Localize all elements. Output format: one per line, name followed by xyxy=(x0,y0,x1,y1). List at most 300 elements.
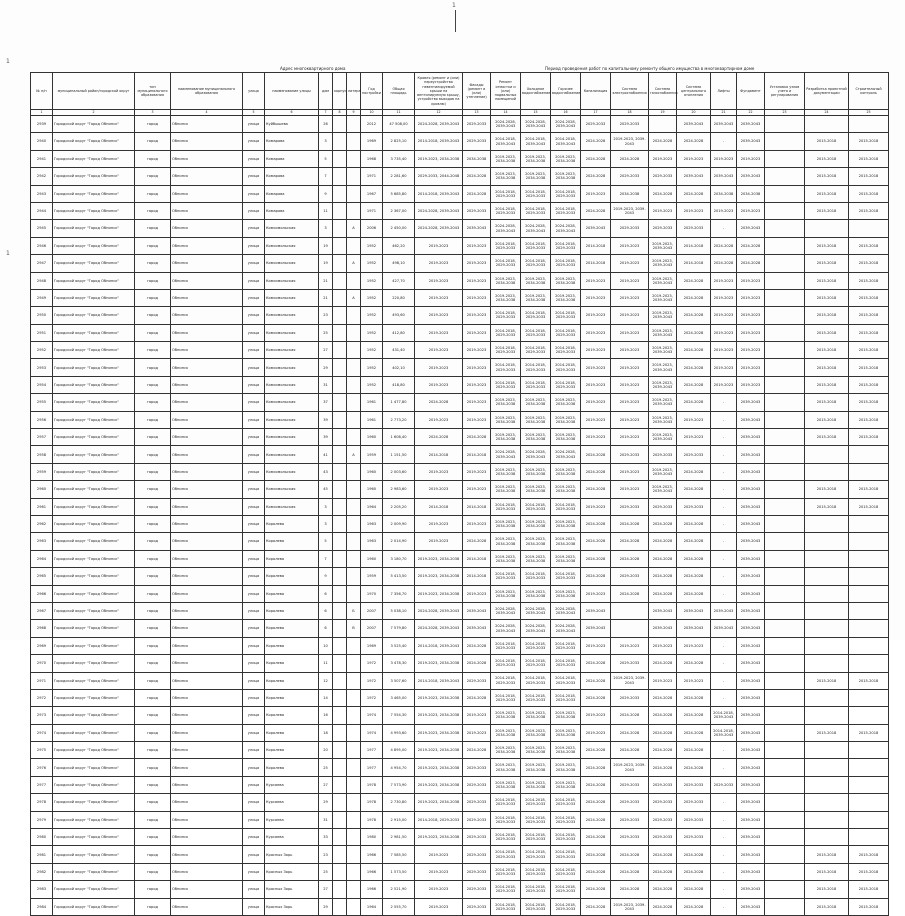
table-cell: 2014-2018, 2029-2033 xyxy=(491,637,521,654)
page-mark-left: 1 xyxy=(6,58,10,65)
table-cell: 2019-2023, 2034-2038 xyxy=(415,707,463,724)
table-cell xyxy=(333,672,347,689)
table-cell: Комсомольская xyxy=(265,307,319,324)
table-cell: 2019-2023, 2039-2043 xyxy=(649,237,677,254)
table-cell: 2029-2033 xyxy=(463,794,491,811)
table-cell xyxy=(333,202,347,219)
table-cell xyxy=(333,255,347,272)
column-number: 14 xyxy=(491,110,521,116)
table-cell: город xyxy=(135,846,171,863)
table-cell xyxy=(347,863,361,880)
table-cell: 2019-2023 xyxy=(463,585,491,602)
table-cell: город xyxy=(135,689,171,706)
table-cell: 2014-2018, 2029-2033 xyxy=(551,863,581,880)
table-cell xyxy=(333,689,347,706)
table-cell: 2024-2028 xyxy=(463,655,491,672)
table-cell: 2977 xyxy=(31,776,53,793)
table-cell: улица xyxy=(243,724,265,741)
table-cell: 2019-2023 xyxy=(677,429,711,446)
table-cell: 2019-2023 xyxy=(737,342,765,359)
table-cell: 2 825,10 xyxy=(383,133,415,150)
table-cell: 2024-2028 xyxy=(463,185,491,202)
table-cell: 2029-2033 xyxy=(677,446,711,463)
table-cell: 2019-2023, 2034-2038 xyxy=(521,742,551,759)
table-cell: 2039-2043 xyxy=(737,846,765,863)
table-cell: 2039-2043 xyxy=(737,602,765,619)
table-cell: 43 xyxy=(319,463,333,480)
table-cell: 2029-2033 xyxy=(611,446,649,463)
table-cell xyxy=(333,620,347,637)
table-cell: город xyxy=(135,150,171,167)
table-cell: 2015-2018 xyxy=(805,846,849,863)
table-cell xyxy=(805,637,849,654)
table-cell: 2983 xyxy=(31,881,53,898)
table-row xyxy=(31,759,889,776)
table-row xyxy=(31,846,889,863)
table-cell xyxy=(849,776,889,793)
table-cell: Городской округ "Город Обнинск" xyxy=(53,620,135,637)
table-cell: 2019-2023, 2034-2038 xyxy=(491,150,521,167)
table-cell: 2 915,00 xyxy=(383,811,415,828)
table-cell: 1968 xyxy=(361,150,383,167)
table-cell: 2024-2028 xyxy=(581,568,611,585)
table-cell: Обнинск xyxy=(171,446,243,463)
table-cell: 2019-2023 xyxy=(463,289,491,306)
table-cell: 2039-2043 xyxy=(737,742,765,759)
table-cell: 2039-2043 xyxy=(737,463,765,480)
table-cell: 2024-2028, 2039-2043 xyxy=(491,602,521,619)
table-cell: 2014-2018, 2029-2033 xyxy=(551,568,581,585)
table-cell xyxy=(333,324,347,341)
table-cell: 2015-2018 xyxy=(805,307,849,324)
table-cell xyxy=(765,359,805,376)
table-cell xyxy=(765,237,805,254)
table-cell: 2015-2018 xyxy=(805,481,849,498)
table-cell: 2024-2028 xyxy=(649,724,677,741)
table-cell: 2039-2043 xyxy=(737,446,765,463)
table-cell: 2024-2028 xyxy=(611,846,649,863)
table-cell: 2015-2018 xyxy=(805,498,849,515)
table-cell: 2029-2033 xyxy=(463,811,491,828)
table-cell: 2019-2023 xyxy=(611,272,649,289)
table-cell: 7 579,80 xyxy=(383,620,415,637)
table-cell: 2019-2023, 2034-2038 xyxy=(491,394,521,411)
table-cell: 2039-2043 xyxy=(581,620,611,637)
table-cell: 2039-2043 xyxy=(737,689,765,706)
table-cell: 2019-2023 xyxy=(611,324,649,341)
table-cell: 2015-2018 xyxy=(849,724,889,741)
table-cell xyxy=(347,533,361,550)
table-cell: 2019-2023 xyxy=(737,272,765,289)
table-cell: - xyxy=(711,794,737,811)
table-cell: 2019-2023 xyxy=(711,324,737,341)
table-cell: 2024-2028 xyxy=(649,185,677,202)
table-cell: 2029-2033 xyxy=(649,446,677,463)
table-cell: 3 180,70 xyxy=(383,550,415,567)
table-cell: 7 xyxy=(319,168,333,185)
table-cell: 9 xyxy=(319,568,333,585)
table-cell: 6 xyxy=(319,602,333,619)
table-cell xyxy=(333,411,347,428)
table-cell: 2019-2023, 2034-2038 xyxy=(551,759,581,776)
table-cell: 2024-2028 xyxy=(611,707,649,724)
table-cell: Королева xyxy=(265,637,319,654)
table-cell: 2014-2018, 2029-2033 xyxy=(491,202,521,219)
table-cell xyxy=(765,307,805,324)
table-cell: Королева xyxy=(265,568,319,585)
table-cell: 2039-2043 xyxy=(737,394,765,411)
table-cell: - xyxy=(711,811,737,828)
table-cell: Городской округ "Город Обнинск" xyxy=(53,637,135,654)
table-cell: 2015-2018 xyxy=(805,881,849,898)
table-cell: 2019-2023, 2034-2038 xyxy=(415,724,463,741)
table-cell: 2014-2018, 2039-2043 xyxy=(415,637,463,654)
table-cell: 2029-2033 xyxy=(649,498,677,515)
table-cell: 2019-2023, 2034-2038 xyxy=(551,533,581,550)
table-cell: 2014-2018, 2029-2033 xyxy=(521,829,551,846)
column-header: № п/п xyxy=(31,73,53,110)
table-cell: 2014-2018, 2029-2033 xyxy=(551,881,581,898)
table-cell: 1952 xyxy=(361,359,383,376)
table-row xyxy=(31,776,889,793)
table-cell: Обнинск xyxy=(171,498,243,515)
table-cell: 2015-2018 xyxy=(849,846,889,863)
table-cell: 2014-2018 xyxy=(463,498,491,515)
table-cell: 2014-2018, 2029-2033 xyxy=(491,898,521,915)
table-cell: - xyxy=(711,446,737,463)
table-cell: 2015-2018 xyxy=(805,255,849,272)
table-cell: 2019-2023, 2034-2038 xyxy=(491,272,521,289)
table-cell xyxy=(333,481,347,498)
table-cell: 2019-2023 xyxy=(711,359,737,376)
table-cell: 11 xyxy=(319,202,333,219)
table-cell: 2015-2018 xyxy=(849,168,889,185)
table-cell: улица xyxy=(243,481,265,498)
table-cell: 2019-2023 xyxy=(463,324,491,341)
table-cell: город xyxy=(135,202,171,219)
table-cell: 2024-2028 xyxy=(581,829,611,846)
table-cell: 2019-2023 xyxy=(581,637,611,654)
table-cell: улица xyxy=(243,794,265,811)
table-cell xyxy=(333,220,347,237)
table-cell: 2019-2023 xyxy=(463,707,491,724)
table-cell: улица xyxy=(243,307,265,324)
table-cell: 2024-2028 xyxy=(677,185,711,202)
table-cell: 2024-2028 xyxy=(581,776,611,793)
table-cell: 2014-2018, 2029-2033 xyxy=(551,672,581,689)
table-cell: 2019-2023 xyxy=(415,533,463,550)
table-cell: Обнинск xyxy=(171,376,243,393)
table-cell: 2019-2023 xyxy=(463,272,491,289)
table-cell xyxy=(333,881,347,898)
table-cell xyxy=(765,498,805,515)
table-cell: 2039-2043 xyxy=(737,585,765,602)
table-cell: 4 895,00 xyxy=(383,742,415,759)
table-cell: 2019-2023, 2039-2043 xyxy=(649,255,677,272)
table-cell: 2019-2023, 2034-2038 xyxy=(521,550,551,567)
table-cell: 19 xyxy=(319,255,333,272)
table-cell: 2019-2023 xyxy=(463,411,491,428)
table-cell: 2029-2033 xyxy=(649,776,677,793)
table-cell: Обнинск xyxy=(171,429,243,446)
table-cell xyxy=(805,602,849,619)
table-cell xyxy=(333,237,347,254)
table-cell: 2015-2018 xyxy=(849,481,889,498)
table-cell: - xyxy=(711,550,737,567)
table-cell: 3 465,00 xyxy=(383,689,415,706)
table-cell: 2019-2023 xyxy=(415,463,463,480)
table-row xyxy=(31,237,889,254)
table-cell: 2014-2018, 2029-2033 xyxy=(491,255,521,272)
table-cell: Городской округ "Город Обнинск" xyxy=(53,707,135,724)
table-cell: 2015-2018 xyxy=(805,342,849,359)
table-cell: 2039-2043 xyxy=(737,759,765,776)
table-cell: 2029-2033 xyxy=(463,759,491,776)
table-cell: Городской округ "Город Обнинск" xyxy=(53,411,135,428)
table-cell: 3 xyxy=(319,498,333,515)
table-cell: город xyxy=(135,898,171,915)
table-cell: 2024-2028, 2039-2043 xyxy=(415,116,463,133)
table-cell: 2948 xyxy=(31,272,53,289)
table-cell: 5 xyxy=(319,533,333,550)
table-cell: город xyxy=(135,255,171,272)
table-cell: город xyxy=(135,655,171,672)
table-cell: 2015-2018 xyxy=(805,168,849,185)
table-cell: 2019-2023 xyxy=(611,463,649,480)
table-cell xyxy=(765,185,805,202)
table-cell xyxy=(333,307,347,324)
table-cell: 2024-2028, 2039-2043 xyxy=(491,116,521,133)
table-cell: 2029-2033 xyxy=(463,881,491,898)
table-cell: - xyxy=(711,846,737,863)
table-cell: Королева xyxy=(265,620,319,637)
column-header: Лифты xyxy=(711,73,737,110)
table-cell: 2019-2023 xyxy=(463,359,491,376)
table-cell: 2019-2023, 2034-2038 xyxy=(521,707,551,724)
table-cell: - xyxy=(711,637,737,654)
table-cell: - xyxy=(711,881,737,898)
table-cell: 2019-2023, 2034-2038 xyxy=(491,707,521,724)
table-cell xyxy=(765,289,805,306)
column-header: муниципальный район/городской округ xyxy=(53,73,135,110)
table-cell: 2014-2018, 2029-2033 xyxy=(521,637,551,654)
table-cell: 2024-2028 xyxy=(649,515,677,532)
table-cell: Обнинск xyxy=(171,255,243,272)
table-cell: Королева xyxy=(265,724,319,741)
table-cell: 19 xyxy=(319,237,333,254)
table-row xyxy=(31,724,889,741)
table-cell: 2014-2018, 2029-2033 xyxy=(551,359,581,376)
table-cell: 2019-2023, 2039-2043 xyxy=(611,133,649,150)
table-cell: 2944 xyxy=(31,202,53,219)
table-cell: 2014-2018, 2039-2043 xyxy=(711,707,737,724)
table-cell: Городской округ "Город Обнинск" xyxy=(53,307,135,324)
column-header: наименование улицы xyxy=(265,73,319,110)
table-cell: 2019-2023 xyxy=(581,342,611,359)
table-cell: 2014-2018, 2029-2033 xyxy=(551,255,581,272)
table-cell: Красных Зорь xyxy=(265,863,319,880)
table-cell: 2015-2018 xyxy=(849,411,889,428)
table-cell: 2014-2018, 2029-2033 xyxy=(521,307,551,324)
table-cell: 2019-2023, 2034-2038 xyxy=(551,550,581,567)
table-cell: 2019-2023 xyxy=(649,202,677,219)
table-cell: 2024-2028 xyxy=(415,394,463,411)
table-cell: 2019-2023 xyxy=(611,289,649,306)
column-number: 13 xyxy=(463,110,491,116)
header-note-period: Период проведения работ по капитальному ремонту общего имущества в многоквартирном доме xyxy=(545,66,755,71)
table-cell xyxy=(765,846,805,863)
table-cell xyxy=(765,759,805,776)
table-cell: 2024-2028 xyxy=(677,463,711,480)
table-cell: 2006 xyxy=(361,220,383,237)
table-cell: 2024-2028 xyxy=(711,255,737,272)
table-cell: 2039-2043 xyxy=(677,168,711,185)
table-row xyxy=(31,515,889,532)
table-cell: 2956 xyxy=(31,411,53,428)
table-cell: улица xyxy=(243,881,265,898)
page-mark-left-2: 1 xyxy=(6,250,10,257)
table-cell: 3 478,30 xyxy=(383,655,415,672)
table-cell: 2029-2033 xyxy=(611,689,649,706)
table-cell: 2024-2028, 2039-2043 xyxy=(491,446,521,463)
table-cell: 2024-2028, 2039-2043 xyxy=(551,602,581,619)
table-cell: Городской округ "Город Обнинск" xyxy=(53,846,135,863)
table-cell: 2007 xyxy=(361,602,383,619)
table-cell xyxy=(805,116,849,133)
table-cell: 2019-2023, 2034-2038 xyxy=(415,742,463,759)
table-cell: 2014-2018, 2029-2033 xyxy=(521,498,551,515)
table-cell xyxy=(347,655,361,672)
table-cell xyxy=(347,307,361,324)
table-cell: 462,20 xyxy=(383,237,415,254)
table-cell: 23 xyxy=(319,307,333,324)
table-cell: 2 773,20 xyxy=(383,411,415,428)
table-cell: 2015-2018 xyxy=(805,237,849,254)
table-cell: город xyxy=(135,829,171,846)
table-cell: 2007 xyxy=(361,620,383,637)
table-cell: 2014-2018, 2029-2033 xyxy=(521,898,551,915)
table-cell: Комсомольская xyxy=(265,220,319,237)
table-cell: улица xyxy=(243,463,265,480)
table-cell: 2019-2023, 2034-2038 xyxy=(551,776,581,793)
table-cell xyxy=(849,689,889,706)
table-cell: 2024-2028 xyxy=(677,394,711,411)
table-cell xyxy=(333,742,347,759)
table-cell xyxy=(765,481,805,498)
table-cell: - xyxy=(711,133,737,150)
table-cell xyxy=(805,550,849,567)
table-cell xyxy=(765,776,805,793)
table-row xyxy=(31,898,889,915)
table-cell: 3 525,40 xyxy=(383,637,415,654)
table-cell: 2014-2018, 2029-2033 xyxy=(491,185,521,202)
table-cell: 2014-2018, 2029-2033 xyxy=(491,359,521,376)
table-cell: улица xyxy=(243,202,265,219)
table-row xyxy=(31,550,889,567)
table-cell: 2019-2023, 2034-2038 xyxy=(491,776,521,793)
table-cell xyxy=(347,359,361,376)
table-cell: 2019-2023 xyxy=(581,707,611,724)
table-cell xyxy=(805,568,849,585)
table-cell xyxy=(849,759,889,776)
table-cell: 1978 xyxy=(361,811,383,828)
table-cell: 2 983,60 xyxy=(383,481,415,498)
table-cell: город xyxy=(135,359,171,376)
table-cell: 1959 xyxy=(361,568,383,585)
page-mark-top: 1 xyxy=(452,2,456,9)
table-cell xyxy=(765,637,805,654)
table-cell: Городской округ "Город Обнинск" xyxy=(53,776,135,793)
table-cell: 2024-2028 xyxy=(581,515,611,532)
table-cell: 1978 xyxy=(361,794,383,811)
table-cell: 2014-2018 xyxy=(415,446,463,463)
table-cell xyxy=(765,742,805,759)
table-cell: 2024-2028 xyxy=(677,881,711,898)
table-cell xyxy=(765,655,805,672)
table-cell: Городской округ "Город Обнинск" xyxy=(53,133,135,150)
table-cell: 2014-2018, 2029-2033 xyxy=(491,863,521,880)
table-cell: - xyxy=(711,515,737,532)
table-cell: 2019-2023 xyxy=(677,150,711,167)
table-cell: Городской округ "Город Обнинск" xyxy=(53,202,135,219)
table-cell: 2029-2033 xyxy=(463,898,491,915)
table-cell: 1964 xyxy=(361,498,383,515)
table-cell xyxy=(765,116,805,133)
table-cell: 1963 xyxy=(361,515,383,532)
table-cell xyxy=(849,829,889,846)
table-cell: Обнинск xyxy=(171,185,243,202)
table-cell: Обнинск xyxy=(171,394,243,411)
column-number: 9 xyxy=(347,110,361,116)
table-cell: Комарова xyxy=(265,185,319,202)
table-cell: 23 xyxy=(319,846,333,863)
table-cell xyxy=(333,707,347,724)
table-cell: улица xyxy=(243,637,265,654)
table-cell xyxy=(765,533,805,550)
table-cell: 2024-2028 xyxy=(581,533,611,550)
table-cell: Обнинск xyxy=(171,585,243,602)
table-cell: Королева xyxy=(265,602,319,619)
table-cell: 2967 xyxy=(31,602,53,619)
table-cell xyxy=(805,707,849,724)
table-cell: 2039-2043 xyxy=(737,794,765,811)
table-cell xyxy=(805,811,849,828)
table-cell xyxy=(333,463,347,480)
table-cell: 2015-2018 xyxy=(805,724,849,741)
table-cell: 11 xyxy=(319,655,333,672)
table-cell: город xyxy=(135,272,171,289)
table-cell: 2024-2028 xyxy=(581,150,611,167)
table-cell: 2019-2023 xyxy=(463,307,491,324)
table-cell: 2019-2023, 2034-2038 xyxy=(521,150,551,167)
table-cell: 2019-2023 xyxy=(711,376,737,393)
table-cell: 2019-2023, 2034-2038 xyxy=(491,463,521,480)
table-cell: 2024-2028, 2039-2043 xyxy=(415,202,463,219)
table-cell: город xyxy=(135,463,171,480)
table-cell: город xyxy=(135,411,171,428)
table-cell: 2024-2028 xyxy=(415,429,463,446)
table-cell: город xyxy=(135,585,171,602)
table-cell: 2019-2023, 2034-2038 xyxy=(521,533,551,550)
table-cell xyxy=(347,776,361,793)
table-cell: 45 xyxy=(319,481,333,498)
table-row xyxy=(31,533,889,550)
table-cell: 2014-2018 xyxy=(463,568,491,585)
table-cell: 2015-2018 xyxy=(805,202,849,219)
table-cell: 1959 xyxy=(361,446,383,463)
table-cell: 2014-2018, 2039-2043 xyxy=(415,185,463,202)
table-cell: 2024-2028 xyxy=(649,550,677,567)
